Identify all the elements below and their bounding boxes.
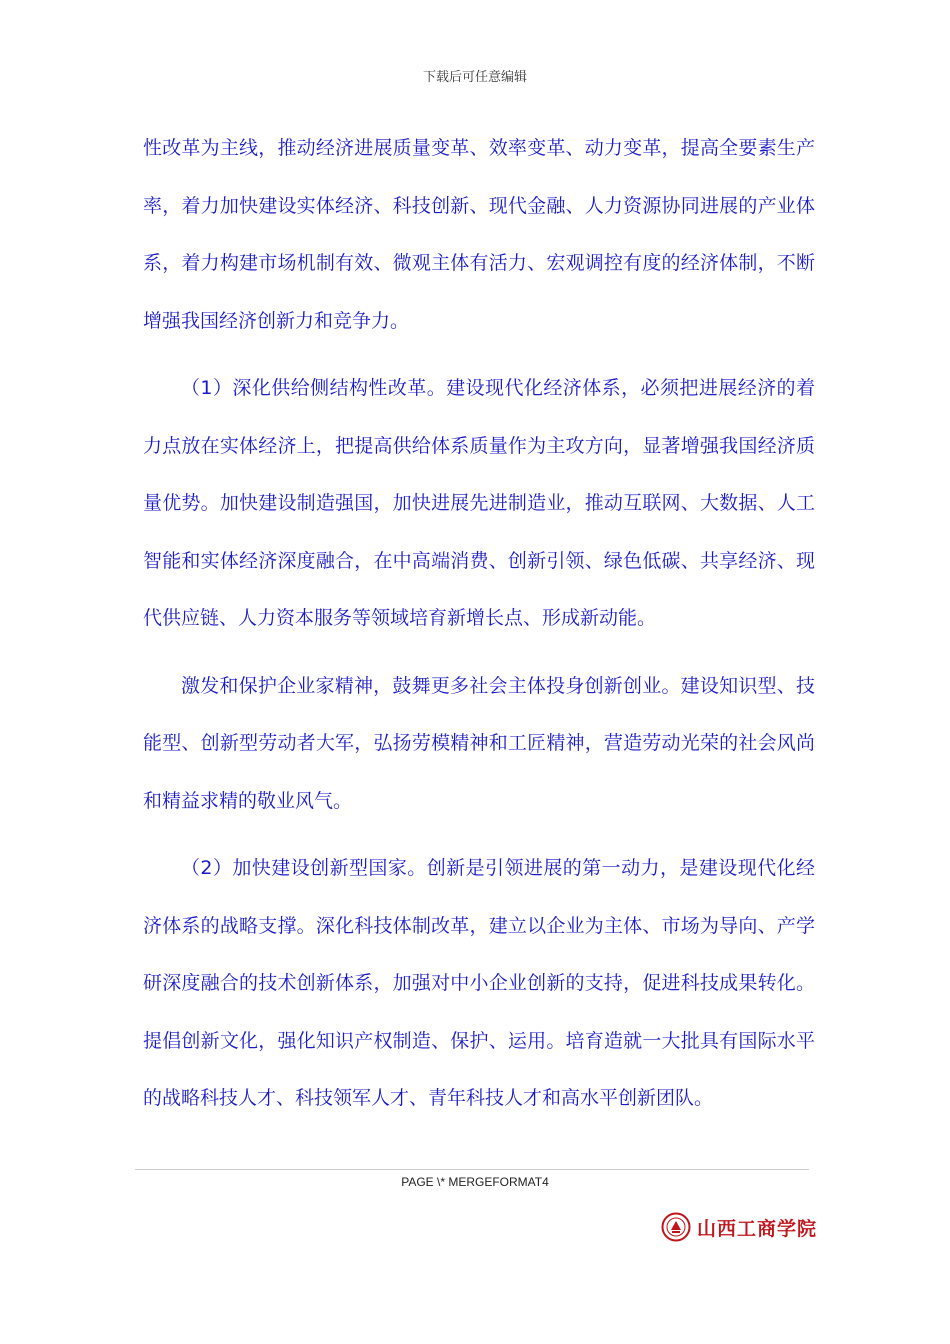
- footer-divider: [135, 1169, 809, 1170]
- page-footer: PAGE \* MERGEFORMAT4: [401, 1175, 549, 1189]
- school-name: 山西工商学院: [697, 1217, 818, 1240]
- school-seal-icon: [661, 1212, 691, 1242]
- paragraph-3: 激发和保护企业家精神，鼓舞更多社会主体投身创新创业。建设知识型、技能型、创新型劳动者大军，弘扬劳模精神和工匠精神，营造劳动光荣的社会风尚和精益求精的敬业风气。: [143, 674, 815, 812]
- school-logo: [661, 1211, 817, 1243]
- document-body: [143, 120, 815, 1128]
- page-header: 下载后可任意编辑: [422, 70, 527, 85]
- paragraph-4: （2）加快建设创新型国家。创新是引领进展的第一动力，是建设现代化经济体系的战略支撑。深化科技体制改革，建立以企业为主体、市场为导向、产学研深度融合的技术创新体系，加强对中小企业创新的支持，促进科技成果转化。提倡创新文化，强化知识产权制造、保护、运用。培育造就一大批具有国际水平的战略科技人才、科技领军人才、青年科技人才和高水平创新团队。: [143, 857, 815, 1109]
- paragraph-1: 性改革为主线，推动经济进展质量变革、效率变革、动力变革，提高全要素生产率，着力加快建设实体经济、科技创新、现代金融、人力资源协同进展的产业体系，着力构建市场机制有效、微观主体有活力、宏观调控有度的经济体制，不断增强我国经济创新力和竞争力。: [143, 137, 815, 332]
- paragraph-2: （1）深化供给侧结构性改革。建设现代化经济体系，必须把进展经济的着力点放在实体经济上，把提高供给体系质量作为主攻方向，显著增强我国经济质量优势。加快建设制造强国，加快进展先进制造业，推动互联网、大数据、人工智能和实体经济深度融合，在中高端消费、创新引领、绿色低碳、共享经济、现代供应链、人力资本服务等领域培育新增长点、形成新动能。: [143, 377, 815, 629]
